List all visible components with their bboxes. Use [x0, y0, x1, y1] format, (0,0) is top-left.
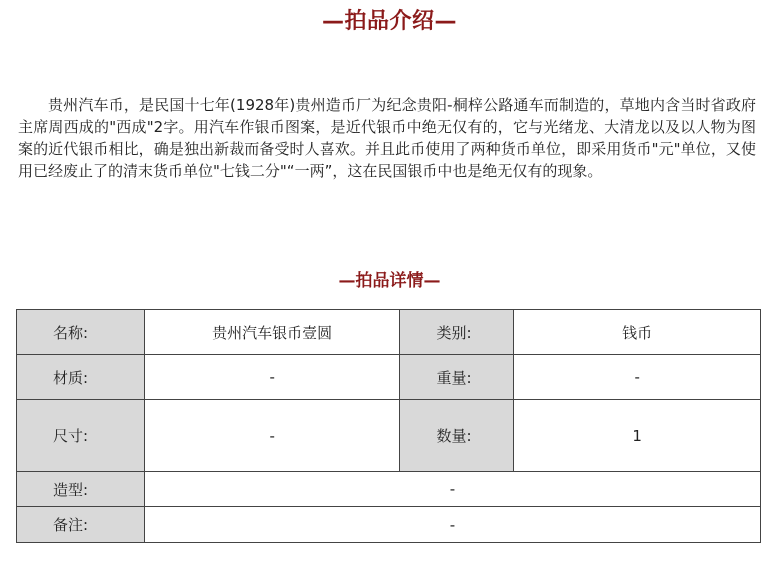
table-row [17, 355, 761, 400]
note-value: - [144, 507, 760, 543]
details-heading: —拍品详情— [338, 271, 441, 291]
material-value: - [144, 355, 400, 400]
name-value: 贵州汽车银币壹圆 [144, 310, 400, 355]
size-value: - [144, 400, 400, 472]
category-value: 钱币 [514, 310, 761, 355]
weight-label: 重量: [400, 355, 514, 400]
quantity-value: 1 [514, 400, 761, 472]
category-label: 类别: [400, 310, 514, 355]
table-row [17, 472, 761, 507]
name-label: 名称: [17, 310, 145, 355]
table-row [17, 400, 761, 472]
size-label: 尺寸: [17, 400, 145, 472]
note-label: 备注: [17, 507, 145, 543]
details-table [16, 309, 761, 543]
quantity-label: 数量: [400, 400, 514, 472]
intro-heading: —拍品介绍— [321, 9, 457, 34]
table-row [17, 310, 761, 355]
table-row [17, 507, 761, 543]
material-label: 材质: [17, 355, 145, 400]
shape-value: - [144, 472, 760, 507]
intro-paragraph: 贵州汽车币，是民国十七年(1928年)贵州造币厂为纪念贵阳-桐梓公路通车而制造的，草地内含当时省政府主席周西成的"西成"2字。用汽车作银币图案，是近代银币中绝无仅有的，它与光绪龙、大清龙以及以人物为图案的近代银币相比，确是独出新裁而备受时人喜欢。并且此币使用了两种货币单位，即采用货币"元"单位，又使用已经废止了的清末货币单位"七钱二分"“一两”，这在民国银币中也是绝无仅有的现象。 [18, 96, 756, 180]
weight-value: - [514, 355, 761, 400]
shape-label: 造型: [17, 472, 145, 507]
